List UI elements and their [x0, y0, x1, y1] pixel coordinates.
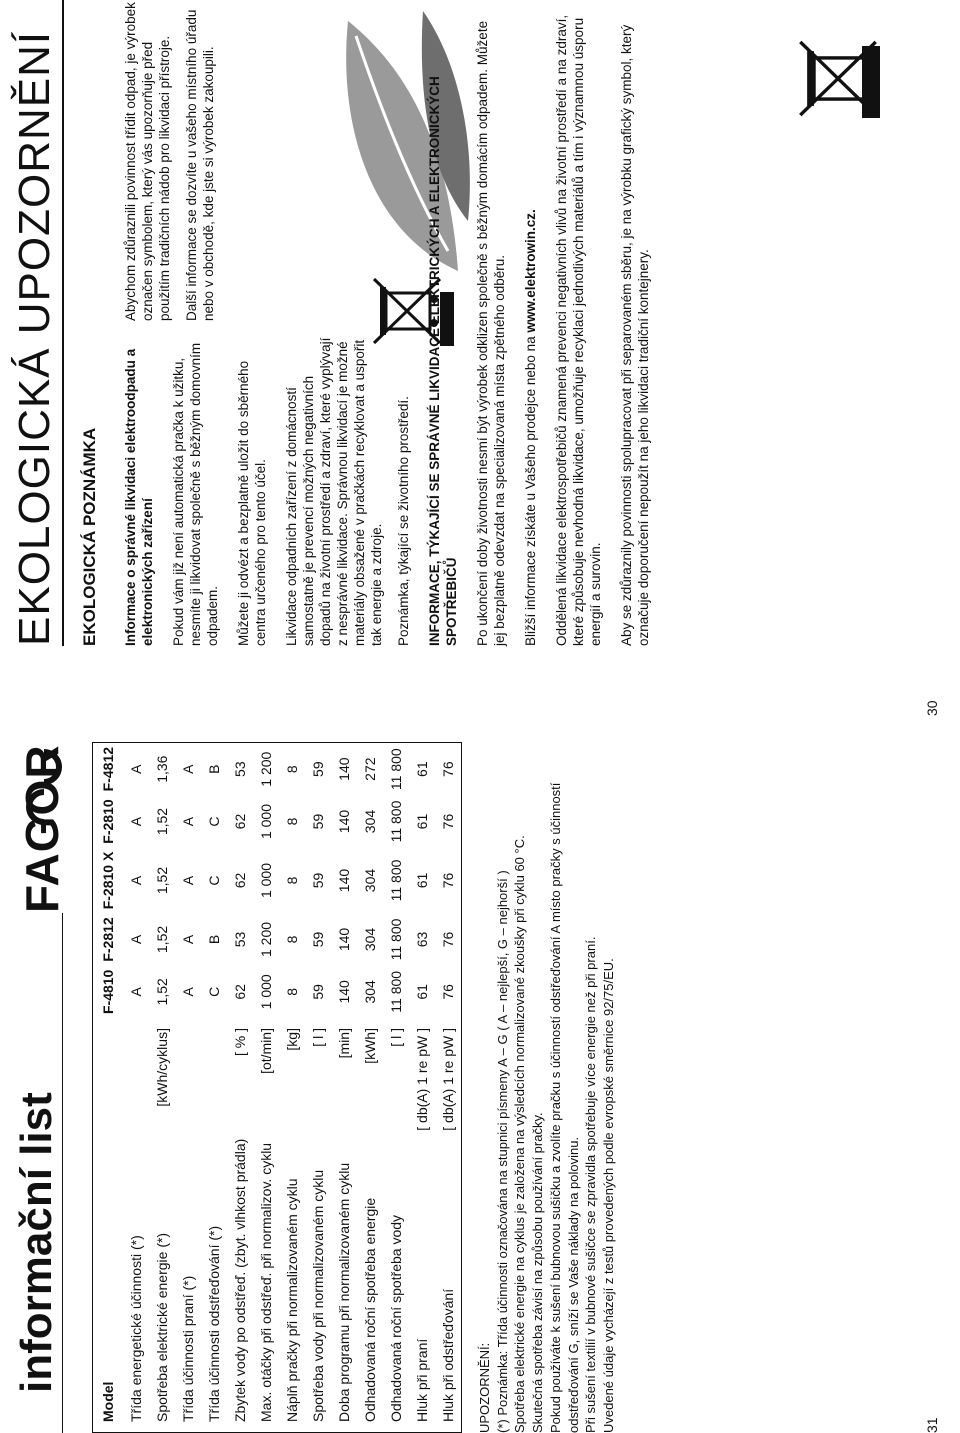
- disposal-paragraph-1: Po ukončení doby životnosti nesmí být výrobek odklizen společně s běžným domácím odpadem. Můžete jej bezplatně odevzdat na specializovaná místa zpětného odběru.: [475, 20, 507, 646]
- page-title: EKOLOGICKÁ UPOZORNĚNÍ: [10, 30, 59, 646]
- table-row: [175, 742, 201, 1432]
- row-value: 61: [414, 813, 430, 830]
- row-label: Třída účinnosti odstřeďování (*): [206, 1225, 222, 1422]
- row-label: Hluk při praní: [414, 1338, 430, 1422]
- row-label: Odhadovaná roční spotřeba energie: [362, 1197, 378, 1422]
- row-value: 8: [284, 765, 300, 774]
- row-value: A: [128, 875, 144, 886]
- row-unit: [ db(A) 1 re pW ]: [414, 1028, 430, 1131]
- row-value: A: [180, 987, 196, 997]
- row-value: 304: [362, 868, 378, 893]
- table-row: [149, 742, 175, 1432]
- table-row: [383, 742, 409, 1432]
- row-unit: [min]: [336, 1028, 352, 1059]
- model-col-3: F-2810 X: [100, 851, 116, 910]
- row-label: Náplň pračky při normalizovaném cyklu: [284, 1178, 300, 1422]
- left-paragraph-2: Můžete ji odvézt a bezplatně uložit do sběrného centra určeného pro tento účel.: [236, 360, 268, 646]
- note-line-3: Spotřeba elektrické energie na cyklus je založena na výsledcích normalizované zkoušky při cyklu 60 °C.: [512, 835, 528, 1433]
- row-value: 8: [284, 817, 300, 826]
- row-value: 8: [284, 876, 300, 885]
- row-value: A: [180, 816, 196, 827]
- environment-note: Poznámka, týkající se životního prostředí.: [396, 396, 411, 646]
- row-value: 1,52: [154, 978, 170, 1006]
- row-value: B: [206, 934, 222, 945]
- disposal-paragraph-3: Oddělená likvidace elektrospotřebičů znamená prevenci negativních vlivů na životní prostředí a na zdraví, které způsobuje nevhodná likvidace, umožňuje recyklaci jednotlivých materiálů a tím i významnou úsporu energií a surovin.: [554, 14, 603, 646]
- row-value: 59: [310, 984, 326, 1000]
- row-value: 304: [362, 809, 378, 834]
- row-value: 304: [362, 927, 378, 952]
- row-value: A: [128, 764, 144, 774]
- row-unit: [123, 1018, 149, 1135]
- row-value: A: [180, 934, 196, 945]
- table-row: [331, 742, 357, 1432]
- row-value: 59: [310, 761, 326, 777]
- spec-table: [92, 742, 462, 1433]
- note-line-4: Skutečná spotřeba závisí na způsobu používání pračky.: [530, 1112, 546, 1433]
- row-value: 62: [232, 813, 248, 830]
- model-header: Model: [100, 1381, 116, 1422]
- row-value: 11 800: [388, 748, 404, 791]
- table-row: [253, 742, 279, 1432]
- row-value: 1,52: [154, 866, 170, 895]
- title-rule: [62, 913, 63, 1433]
- row-value: A: [128, 934, 144, 945]
- row-value: 140: [336, 927, 352, 952]
- row-value: 59: [310, 931, 326, 948]
- model-col-2: F-2812: [100, 917, 116, 962]
- spec-table-body: [123, 742, 462, 1432]
- row-unit: [ % ]: [232, 1028, 248, 1057]
- row-value: 140: [336, 809, 352, 834]
- row-value: 62: [232, 872, 248, 889]
- fagor-logo: FAGOR: [16, 744, 68, 913]
- disposal-heading: INFORMACE, TÝKAJÍCÍ SE SPRÁVNÉ LIKVIDACE ELEKTRICKÝCH A ELEKTRONICKÝCH SPOTŘEBIČŮ: [427, 76, 459, 646]
- row-value: A: [180, 764, 196, 774]
- note-line-2: (*) Poznámka: Třída účinnosti označována na stupnici písmeny A – G ( A – nejlepší, G – nejhorší ): [494, 870, 510, 1433]
- row-value: 59: [310, 872, 326, 889]
- row-label: Spotřeba vody při normalizovaném cyklu: [310, 1169, 326, 1422]
- model-col-1: F-4810: [100, 969, 116, 1015]
- row-value: 1 000: [258, 974, 274, 1010]
- row-label: Max. otáčky při odstřeď. při normalizov. cyklu: [258, 1142, 274, 1422]
- row-value: 61: [414, 761, 430, 777]
- row-unit: [kWh]: [362, 1028, 378, 1064]
- row-value: 61: [414, 872, 430, 889]
- row-value: 11 800: [388, 800, 404, 843]
- row-value: 272: [362, 757, 378, 781]
- right-paragraph-1: Abychom zdůraznili povinnost třídit odpad, je výrobek označen symbolem, který vás upozorňuje před použitím tradičních nádob pro likvidaci přístroje.: [123, 2, 172, 321]
- row-label: Odhadovaná roční spotřeba vody: [388, 1214, 404, 1422]
- row-value: A: [128, 987, 144, 997]
- row-value: 140: [336, 757, 352, 781]
- info-sheet-title: informační list: [12, 1092, 61, 1393]
- row-value: 11 800: [388, 859, 404, 902]
- table-row: [357, 742, 383, 1432]
- note-line-5: Pokud používáte k sušení bubnovou sušičku a zvolíte pračku s účinností odstřeďování A místo pračky s účinností: [547, 782, 563, 1433]
- row-label: Doba programu při normalizovaném cyklu: [336, 1162, 352, 1422]
- row-value: 53: [232, 931, 248, 948]
- model-col-5: F-4812: [100, 746, 116, 792]
- row-value: 1,52: [154, 925, 170, 954]
- right-column: [122, 1, 227, 321]
- row-label: Spotřeba elektrické energie (*): [154, 1232, 170, 1422]
- note-line-8: Uvedené údaje vycházejí z testů provedených podle evropské směrnice 92/75/EU.: [600, 958, 616, 1433]
- row-value: 62: [232, 984, 248, 1000]
- disposal-paragraph-2: [522, 6, 539, 646]
- row-label: Hluk při odstřeďování: [440, 1288, 456, 1422]
- row-unit: [ db(A) 1 re pW ]: [440, 1028, 456, 1131]
- row-value: 76: [440, 813, 456, 830]
- row-unit: [ l ]: [388, 1028, 404, 1047]
- left-paragraph-3: Likvidace odpadních zařízení z domácností samostatně je prevencí možných negativních dopadů na životní prostředí a zdraví, které vyplývají z nesprávné likvidace. Správnou likvidací je možné materiály obsažené v pračkách recyklovat a uspořit tak energie a zdroje.: [284, 337, 384, 646]
- row-value: 304: [362, 980, 378, 1004]
- row-value: 1 200: [258, 921, 274, 957]
- page-31: [0, 717, 960, 1433]
- row-value: 8: [284, 987, 300, 996]
- row-unit: [ l ]: [310, 1028, 326, 1047]
- row-value: 63: [414, 931, 430, 948]
- row-value: 1,52: [154, 807, 170, 836]
- notes-block: [476, 733, 618, 1433]
- fagor-mark-icon: [24, 747, 64, 827]
- row-value: A: [128, 816, 144, 827]
- table-row: [201, 742, 227, 1432]
- elektrowin-link[interactable]: www.elektrowin.cz.: [523, 209, 538, 333]
- page-number-left: 30: [924, 700, 940, 716]
- table-row: [279, 742, 305, 1432]
- row-value: 8: [284, 935, 300, 944]
- row-value: C: [206, 875, 222, 886]
- row-value: 1,36: [154, 755, 170, 783]
- page-30: [0, 0, 960, 716]
- bin-underline-bar-2: [862, 46, 880, 118]
- table-row: [435, 742, 462, 1432]
- row-value: 1 000: [258, 804, 274, 840]
- row-unit: [175, 1018, 201, 1135]
- table-header-row: [93, 742, 124, 1432]
- row-value: 59: [310, 813, 326, 830]
- section-subtitle: EKOLOGICKÁ POZNÁMKA: [80, 427, 99, 646]
- row-label: Třída energetické účinnosti (*): [128, 1235, 144, 1422]
- page-31-content: [0, 717, 960, 1433]
- row-unit: [kWh/cyklus]: [154, 1028, 170, 1107]
- row-value: 11 800: [388, 970, 404, 1013]
- model-col-4: F-2810: [100, 799, 116, 844]
- disposal-info: [395, 6, 666, 646]
- row-value: 140: [336, 980, 352, 1004]
- row-value: 76: [440, 872, 456, 889]
- row-value: A: [180, 875, 196, 886]
- note-line-7: Při sušení textilií v bubnové sušičce se zpravidla spotřebuje více energie než při praní.: [583, 936, 599, 1433]
- row-value: 1 200: [258, 751, 274, 787]
- row-value: C: [206, 816, 222, 827]
- table-row: [123, 742, 149, 1432]
- disposal-paragraph-4: Aby se zdůraznily povinnosti spolupracovat při separovaném sběru, je na výrobku grafický symbol, který označuje doporučení nepoužít na jeho likvidaci tradiční kontejnery.: [619, 24, 651, 646]
- title-rule: [62, 0, 64, 646]
- row-label: Zbytek vody po odstřeď. (zbyt. vlhkost prádla): [232, 1138, 248, 1422]
- table-row: [305, 742, 331, 1432]
- row-value: C: [206, 986, 222, 997]
- row-value: B: [206, 764, 222, 774]
- page-number-right: 31: [924, 1417, 940, 1433]
- row-unit: [ot/min]: [258, 1028, 274, 1074]
- row-value: 53: [232, 761, 248, 777]
- row-unit: [201, 1018, 227, 1135]
- row-value: 61: [414, 984, 430, 1000]
- right-paragraph-2: Další informace se dozvíte u vašeho místního úřadu nebo v obchodě, kde jste si výrobek zakoupili.: [184, 9, 216, 321]
- row-value: 11 800: [388, 918, 404, 961]
- left-column: [122, 336, 399, 646]
- row-value: 76: [440, 984, 456, 1000]
- disposal-paragraph-2-text: Bližší informace získáte u Vašeho prodejce nebo na: [523, 332, 538, 646]
- table-row: [409, 742, 435, 1432]
- row-value: 76: [440, 931, 456, 948]
- table-row: [227, 742, 253, 1432]
- left-heading: Informace o správné likvidaci elektroodpadu a elektronických zařízení: [123, 348, 155, 646]
- page-30-content: [0, 0, 960, 716]
- note-line-6: odstřeďování G, sníží se Vaše náklady na polovinu.: [565, 1136, 581, 1433]
- row-value: 140: [336, 868, 352, 893]
- row-value: 76: [440, 761, 456, 777]
- row-label: Třída účinnosti praní (*): [180, 1275, 196, 1422]
- row-value: 1 000: [258, 862, 274, 899]
- left-paragraph-1: Pokud vám již není automatická pračka k užitku, nesmíte ji likvidovat společně s běžným domovním odpadem.: [171, 342, 220, 646]
- row-unit: [kg]: [284, 1028, 300, 1051]
- note-line-1: UPOZORNĚNÍ:: [477, 1342, 492, 1433]
